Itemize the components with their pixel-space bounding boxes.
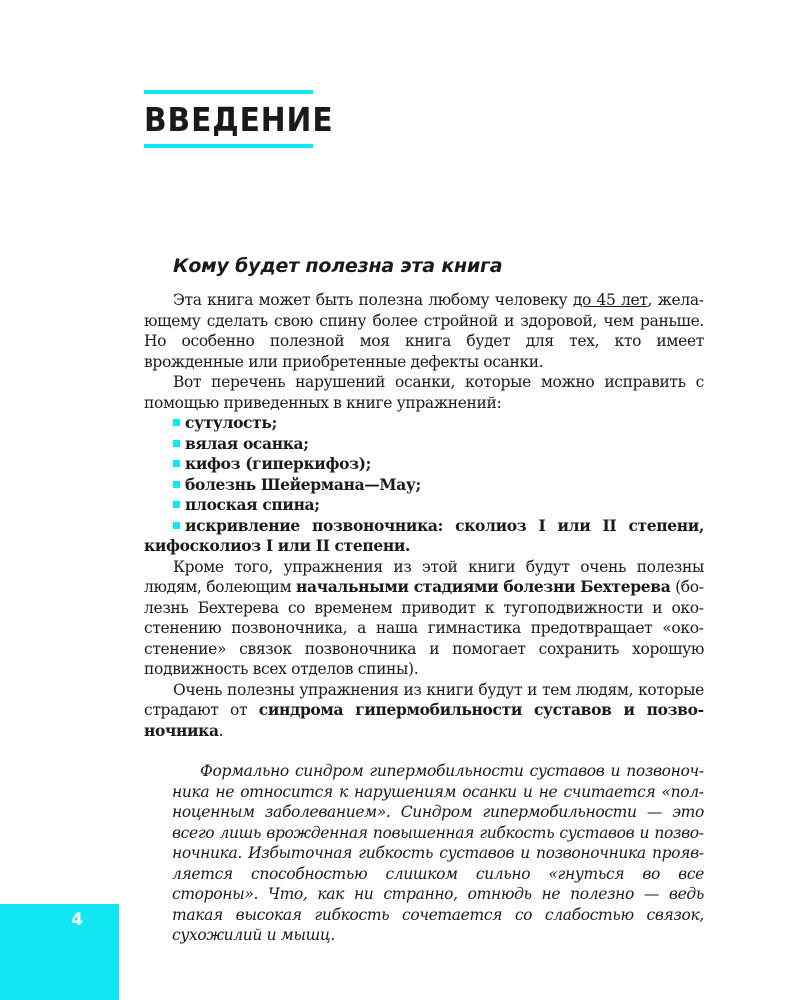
list-item — [144, 475, 704, 496]
list-item — [144, 516, 704, 557]
list-item-text: плоская спина; — [185, 495, 320, 514]
chapter-title: ВВЕДЕНИЕ — [144, 99, 334, 139]
hypermobility-emphasis: синдрома гипермобильности суставов и позвоночника — [144, 700, 704, 740]
paragraph-intro-end: , желающему сделать свою спину более стройной и здоровой, чем раньше. Но особенно полезной моя книга будет для тех, кто имеет врожденные или приобретенные дефекты осанки. — [144, 291, 704, 371]
page-content — [144, 252, 704, 961]
bullet-square-icon — [173, 522, 180, 529]
page-number: 4 — [71, 910, 83, 930]
list-item-text: кифоз (гиперкифоз); — [185, 454, 371, 473]
chapter-title-frame — [144, 90, 334, 148]
list-item-text: сутулость; — [185, 413, 277, 432]
bullet-square-icon — [173, 501, 180, 508]
paragraph-bechterew-end: (болезнь Бехтерева со временем приводит к тугоподвижности и окостенению позвоночника, а наша гимнастика предотвращает «окостенение» связок позвоночника и помогает сохранить хорошую подвижность всех отделов спины). — [144, 578, 704, 678]
bullet-square-icon — [173, 419, 180, 426]
age-limit: до 45 лет — [572, 291, 648, 309]
section-heading: Кому будет полезна эта книга — [173, 255, 503, 277]
hypermobility-note: Формально синдром гипермобильности суставов и позвоночника не относится к нарушениям осанки и не считается «полноценным заболеванием». Синдром гипермобильности — это всего лишь врожденная повышенная гибкость суставов и позвоночника. Избыточная гибкость суставов и позвоночника проявляется способностью слишком сильно «гнуться во все стороны». Что, как ни странно, отнюдь не полезно — ведь такая высокая гибкость сочетается со слабостью связок, сухожилий и мышц. — [172, 762, 704, 944]
bullet-square-icon — [173, 440, 180, 447]
list-item-text: вялая осанка; — [185, 433, 309, 453]
list-item — [144, 495, 704, 516]
list-item — [144, 454, 704, 475]
paragraph-intro-start: Эта книга может быть полезна любому человеку — [173, 291, 573, 309]
posture-issues-list — [144, 413, 704, 557]
paragraph-hypermobility-start: Очень полезны упражнения из книги будут и тем людям, которые страдают от — [144, 680, 704, 719]
bullet-square-icon — [173, 460, 180, 467]
paragraph-bechterew-start: Кроме того, упражнения из этой книги будут очень полезны людям, болеющим — [144, 557, 704, 596]
bullet-square-icon — [173, 481, 180, 488]
paragraph-intro — [144, 290, 704, 372]
list-item — [144, 434, 704, 455]
list-item — [144, 413, 704, 434]
paragraph-hypermobility — [144, 680, 704, 742]
bechterew-emphasis: начальными стадиями болезни Бехтерева — [296, 577, 671, 596]
list-item-text: искривление позвоночника: сколиоз I или II степени, кифосколиоз I или II степени. — [144, 515, 704, 555]
paragraph-hypermobility-end: . — [218, 721, 224, 740]
paragraph-bechterew — [144, 557, 704, 680]
list-item-text: болезнь Шейермана—Мау; — [185, 474, 421, 494]
paragraph-list-intro: Вот перечень нарушений осанки, которые можно исправить с помощью приведенных в книге упражнений: — [144, 373, 704, 412]
